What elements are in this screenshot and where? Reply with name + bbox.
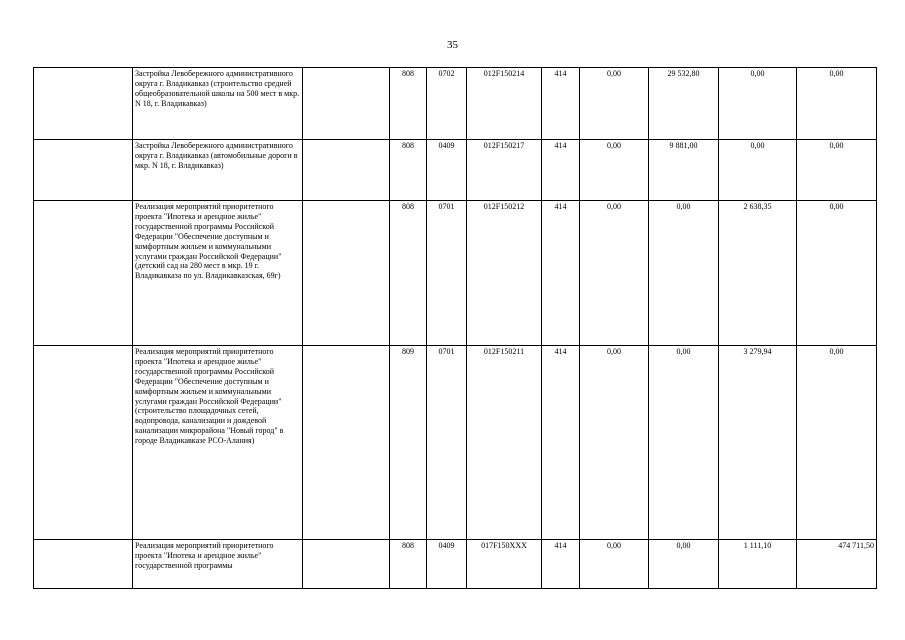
row-index-cell bbox=[34, 201, 133, 346]
amount-cell-1: 0,00 bbox=[580, 540, 649, 589]
ministry-code-cell: 808 bbox=[390, 140, 427, 201]
table-row bbox=[34, 540, 877, 589]
description-cell: Реализация мероприятий приоритетного проекта "Ипотека и арендное жилье" государственной программы Российской Федерации "Обеспечение доступным и комфортным жильем и коммунальными услугами граждан Российской Федерации" (детский сад на 280 мест в мкр. 19 г. Владикавказа по ул. Владикавказская, 69г) bbox=[133, 201, 303, 346]
empty-cell bbox=[303, 540, 390, 589]
target-code-cell: 012F150217 bbox=[467, 140, 542, 201]
table-row bbox=[34, 201, 877, 346]
page-number: 35 bbox=[447, 39, 458, 51]
row-index-cell bbox=[34, 346, 133, 540]
amount-cell-1: 0,00 bbox=[580, 201, 649, 346]
target-code-cell: 012F150211 bbox=[467, 346, 542, 540]
table-row bbox=[34, 140, 877, 201]
empty-cell bbox=[303, 140, 390, 201]
target-code-cell: 017F150XXX bbox=[467, 540, 542, 589]
amount-cell-3: 0,00 bbox=[719, 68, 797, 140]
section-code-cell: 0409 bbox=[427, 140, 467, 201]
expense-code-cell: 414 bbox=[542, 140, 580, 201]
ministry-code-cell: 808 bbox=[390, 68, 427, 140]
table-row bbox=[34, 346, 877, 540]
amount-cell-3: 2 638,35 bbox=[719, 201, 797, 346]
amount-cell-1: 0,00 bbox=[580, 140, 649, 201]
empty-cell bbox=[303, 201, 390, 346]
expense-code-cell: 414 bbox=[542, 346, 580, 540]
description-cell: Реализация мероприятий приоритетного проекта "Ипотека и арендное жилье" государственной программы Российской Федерации "Обеспечение доступным и комфортным жильем и коммунальными услугами граждан Российской Федерации" (строительство площадочных сетей, водопровода, канализации и дождевой канализации микрорайона "Новый город" в городе Владикавказе РСО-Алания) bbox=[133, 346, 303, 540]
amount-cell-1: 0,00 bbox=[580, 68, 649, 140]
row-index-cell bbox=[34, 540, 133, 589]
amount-cell-2: 0,00 bbox=[649, 540, 719, 589]
section-code-cell: 0409 bbox=[427, 540, 467, 589]
empty-cell bbox=[303, 346, 390, 540]
amount-cell-2: 29 532,80 bbox=[649, 68, 719, 140]
budget-table bbox=[33, 67, 877, 589]
description-cell: Реализация мероприятий приоритетного проекта "Ипотека и арендное жилье" государственной программы bbox=[133, 540, 303, 589]
section-code-cell: 0702 bbox=[427, 68, 467, 140]
row-index-cell bbox=[34, 68, 133, 140]
target-code-cell: 012F150214 bbox=[467, 68, 542, 140]
amount-cell-2: 0,00 bbox=[649, 346, 719, 540]
section-code-cell: 0701 bbox=[427, 346, 467, 540]
row-index-cell bbox=[34, 140, 133, 201]
expense-code-cell: 414 bbox=[542, 68, 580, 140]
amount-cell-2: 9 881,00 bbox=[649, 140, 719, 201]
amount-cell-3: 0,00 bbox=[719, 140, 797, 201]
amount-cell-2: 0,00 bbox=[649, 201, 719, 346]
amount-cell-4: 0,00 bbox=[797, 68, 877, 140]
amount-cell-4: 0,00 bbox=[797, 201, 877, 346]
target-code-cell: 012F150212 bbox=[467, 201, 542, 346]
empty-cell bbox=[303, 68, 390, 140]
amount-cell-4: 0,00 bbox=[797, 346, 877, 540]
amount-cell-4: 474 711,50 bbox=[797, 540, 877, 589]
amount-cell-1: 0,00 bbox=[580, 346, 649, 540]
ministry-code-cell: 808 bbox=[390, 201, 427, 346]
description-cell: Застройка Левобережного административного округа г. Владикавказ (автомобильные дороги в мкр. N 18, г. Владикавказ) bbox=[133, 140, 303, 201]
ministry-code-cell: 809 bbox=[390, 346, 427, 540]
section-code-cell: 0701 bbox=[427, 201, 467, 346]
expense-code-cell: 414 bbox=[542, 540, 580, 589]
ministry-code-cell: 808 bbox=[390, 540, 427, 589]
amount-cell-3: 3 279,94 bbox=[719, 346, 797, 540]
amount-cell-4: 0,00 bbox=[797, 140, 877, 201]
description-cell: Застройка Левобережного административного округа г. Владикавказ (строительство средней общеобразовательной школы на 500 мест в мкр. N 18, г. Владикавказ) bbox=[133, 68, 303, 140]
table-row bbox=[34, 68, 877, 140]
expense-code-cell: 414 bbox=[542, 201, 580, 346]
amount-cell-3: 1 111,10 bbox=[719, 540, 797, 589]
